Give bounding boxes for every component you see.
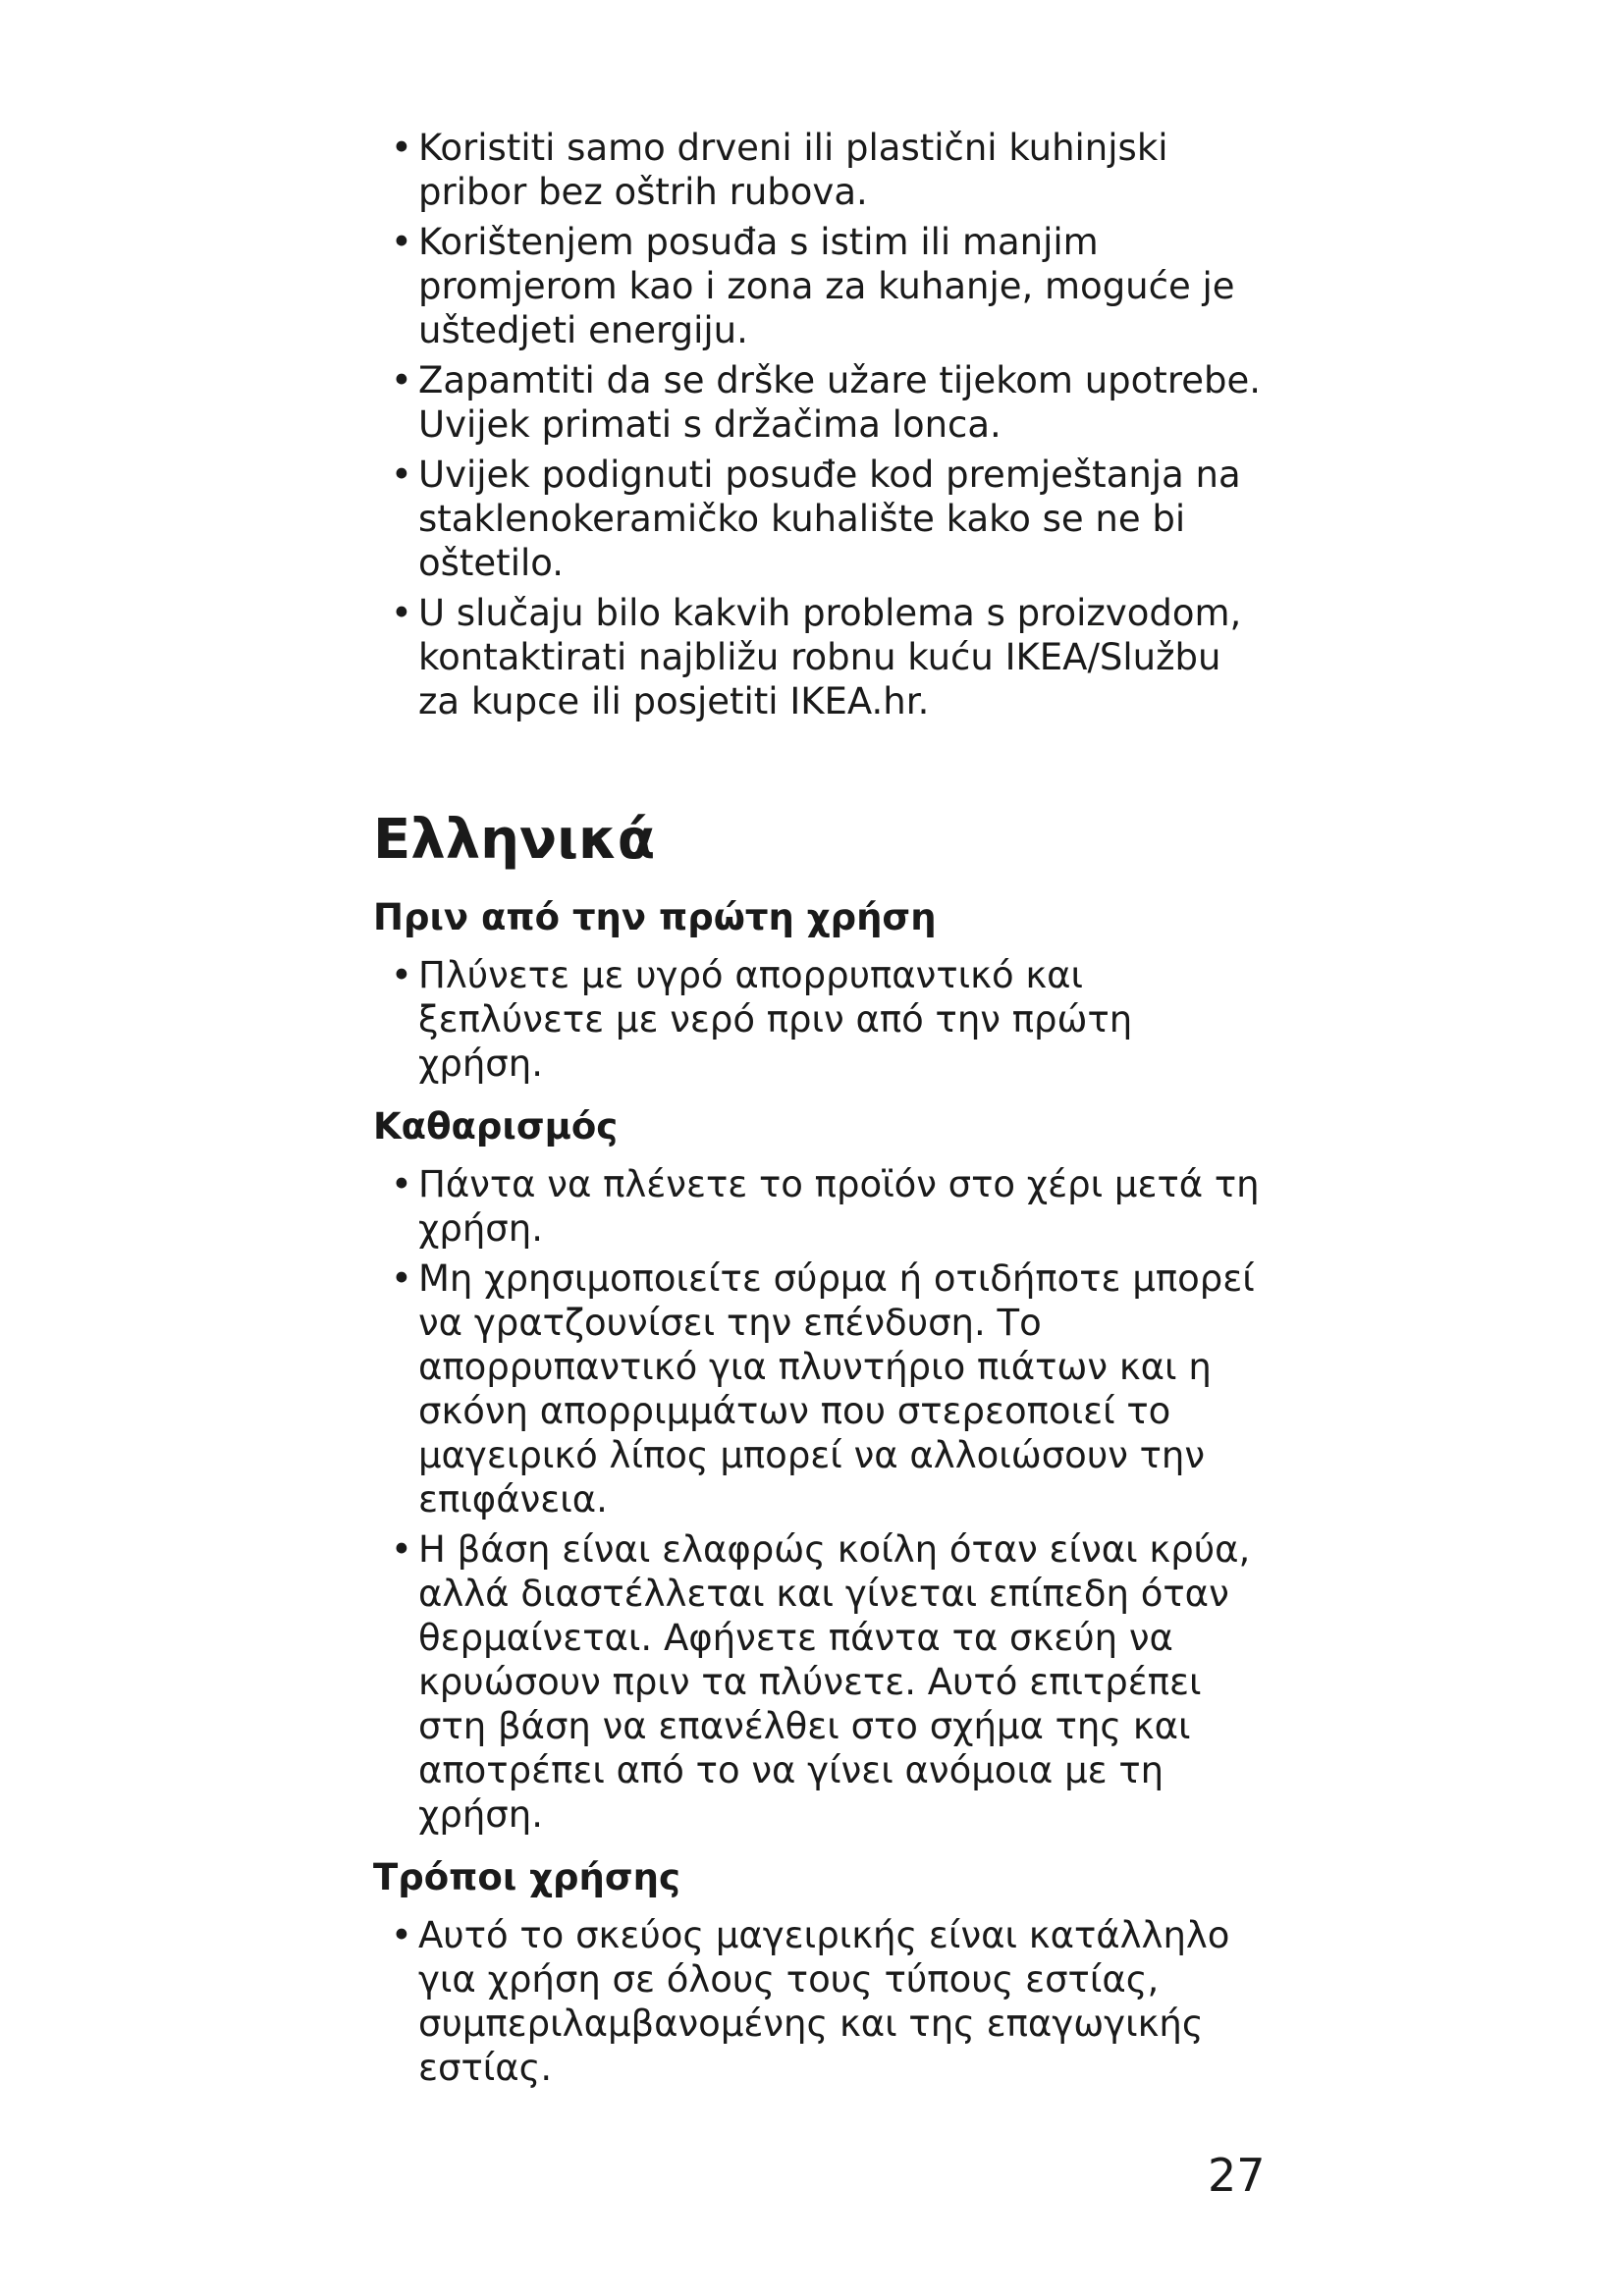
section-heading-usage: Τρόποι χρήσης [373, 1856, 680, 1898]
first-use-bullet-list [373, 953, 1267, 1086]
language-heading-greek: Ελληνικά [373, 808, 656, 872]
bullet-icon: • [391, 221, 412, 263]
bullet-text: Αυτό το σκεύος μαγειρικής είναι κατάλληλο για χρήση σε όλους τους τύπους εστίας, συμπεριλαμβανομένης και της επαγωγικής εστίας. [418, 1914, 1230, 2089]
list-item [373, 1913, 1267, 2090]
list-item [373, 591, 1267, 723]
list-item [373, 453, 1267, 585]
list-item [373, 220, 1267, 352]
bullet-icon: • [391, 1163, 412, 1205]
bullet-icon: • [391, 1257, 412, 1300]
section-heading-first-use: Πριν από την πρώτη χρήση [373, 896, 937, 938]
bullet-text: Uvijek podignuti posuđe kod premještanja na staklenokeramičko kuhalište kako se ne bi oštetilo. [418, 454, 1241, 584]
page-number: 27 [1208, 2149, 1266, 2202]
bullet-text: Πάντα να πλένετε το προϊόν στο χέρι μετά τη χρήση. [418, 1163, 1260, 1250]
list-item [373, 1162, 1267, 1251]
bullet-icon: • [391, 592, 412, 634]
croatian-bullet-list [373, 126, 1267, 723]
bullet-icon: • [391, 954, 412, 996]
list-item [373, 126, 1267, 214]
bullet-icon: • [391, 454, 412, 496]
bullet-text: U slučaju bilo kakvih problema s proizvodom, kontaktirati najbližu robnu kuću IKEA/Službu za kupce ili posjetiti IKEA.hr. [418, 592, 1242, 722]
bullet-text: Korištenjem posuđa s istim ili manjim promjerom kao i zona za kuhanje, moguće je uštedjeti energiju. [418, 221, 1235, 351]
bullet-icon: • [391, 359, 412, 401]
usage-bullet-list [373, 1913, 1267, 2090]
bullet-text: Koristiti samo drveni ili plastični kuhinjski pribor bez oštrih rubova. [418, 127, 1168, 213]
section-heading-cleaning: Καθαρισμός [373, 1105, 619, 1148]
bullet-icon: • [391, 127, 412, 169]
list-item [373, 358, 1267, 447]
cleaning-bullet-list [373, 1162, 1267, 1837]
bullet-icon: • [391, 1914, 412, 1956]
bullet-text: Η βάση είναι ελαφρώς κοίλη όταν είναι κρύα, αλλά διαστέλλεται και γίνεται επίπεδη όταν θερμαίνεται. Αφήνετε πάντα τα σκεύη να κρυώσουν πριν τα πλύνετε. Αυτό επιτρέπει στη βάση να επανέλθει στο σχήμα της και αποτρέπει από το να γίνει ανόμοια με τη χρήση. [418, 1528, 1251, 1836]
list-item [373, 1256, 1267, 1522]
document-page [373, 126, 1267, 2096]
bullet-text: Zapamtiti da se drške užare tijekom upotrebe. Uvijek primati s držačima lonca. [418, 359, 1261, 446]
list-item [373, 953, 1267, 1086]
bullet-icon: • [391, 1528, 412, 1571]
bullet-text: Πλύνετε με υγρό απορρυπαντικό και ξεπλύνετε με νερό πριν από την πρώτη χρήση. [418, 954, 1133, 1085]
list-item [373, 1527, 1267, 1837]
bullet-text: Μη χρησιμοποιείτε σύρμα ή οτιδήποτε μπορεί να γρατζουνίσει την επένδυση. Το απορρυπαντικό για πλυντήριο πιάτων και η σκόνη απορριμμάτων που στερεοποιεί το μαγειρικό λίπος μπορεί να αλλοιώσουν την επιφάνεια. [418, 1257, 1255, 1521]
